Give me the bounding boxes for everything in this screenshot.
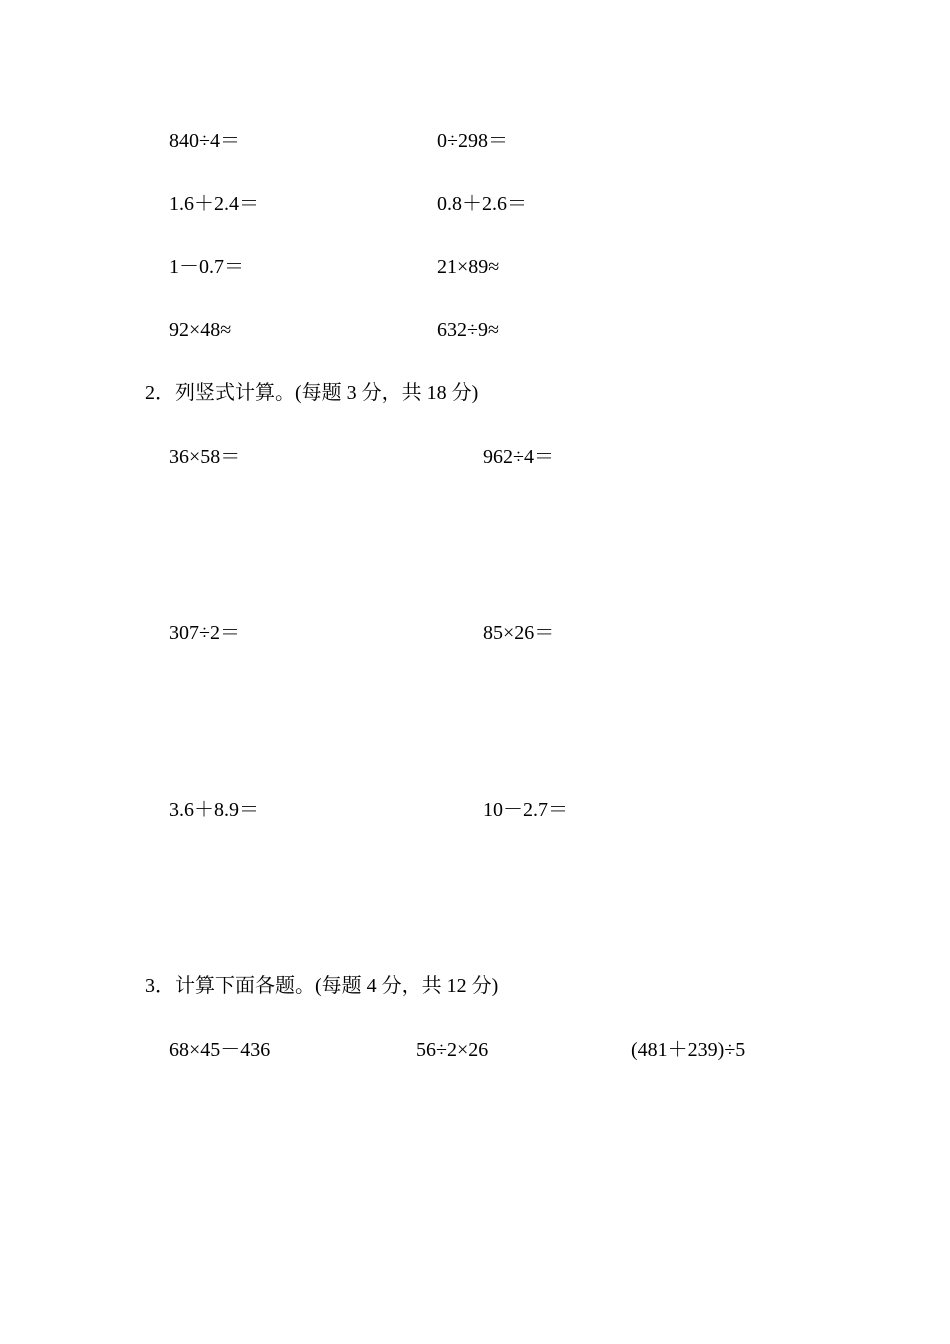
section-2-heading: 2．列竖式计算。(每题 3 分，共 18 分) [145,382,479,404]
problem-2-6: 10－2.7＝ [483,799,568,821]
problem-2-2: 962÷4＝ [483,446,554,468]
problem-1-6: 21×89≈ [437,256,500,278]
section-3-heading: 3．计算下面各题。(每题 4 分，共 12 分) [145,975,499,997]
problem-1-4: 0.8＋2.6＝ [437,193,527,215]
problem-2-1: 36×58＝ [169,446,241,468]
problem-2-5: 3.6＋8.9＝ [169,799,259,821]
problem-1-2: 0÷298＝ [437,130,508,152]
problem-1-1: 840÷4＝ [169,130,240,152]
problem-3-2: 56÷2×26 [416,1039,489,1061]
problem-2-3: 307÷2＝ [169,622,240,644]
problem-1-7: 92×48≈ [169,319,232,341]
problem-1-5: 1－0.7＝ [169,256,244,278]
problem-3-3: (481＋239)÷5 [631,1039,746,1061]
problem-2-4: 85×26＝ [483,622,555,644]
problem-3-1: 68×45－436 [169,1039,271,1061]
problem-1-8: 632÷9≈ [437,319,499,341]
problem-1-3: 1.6＋2.4＝ [169,193,259,215]
